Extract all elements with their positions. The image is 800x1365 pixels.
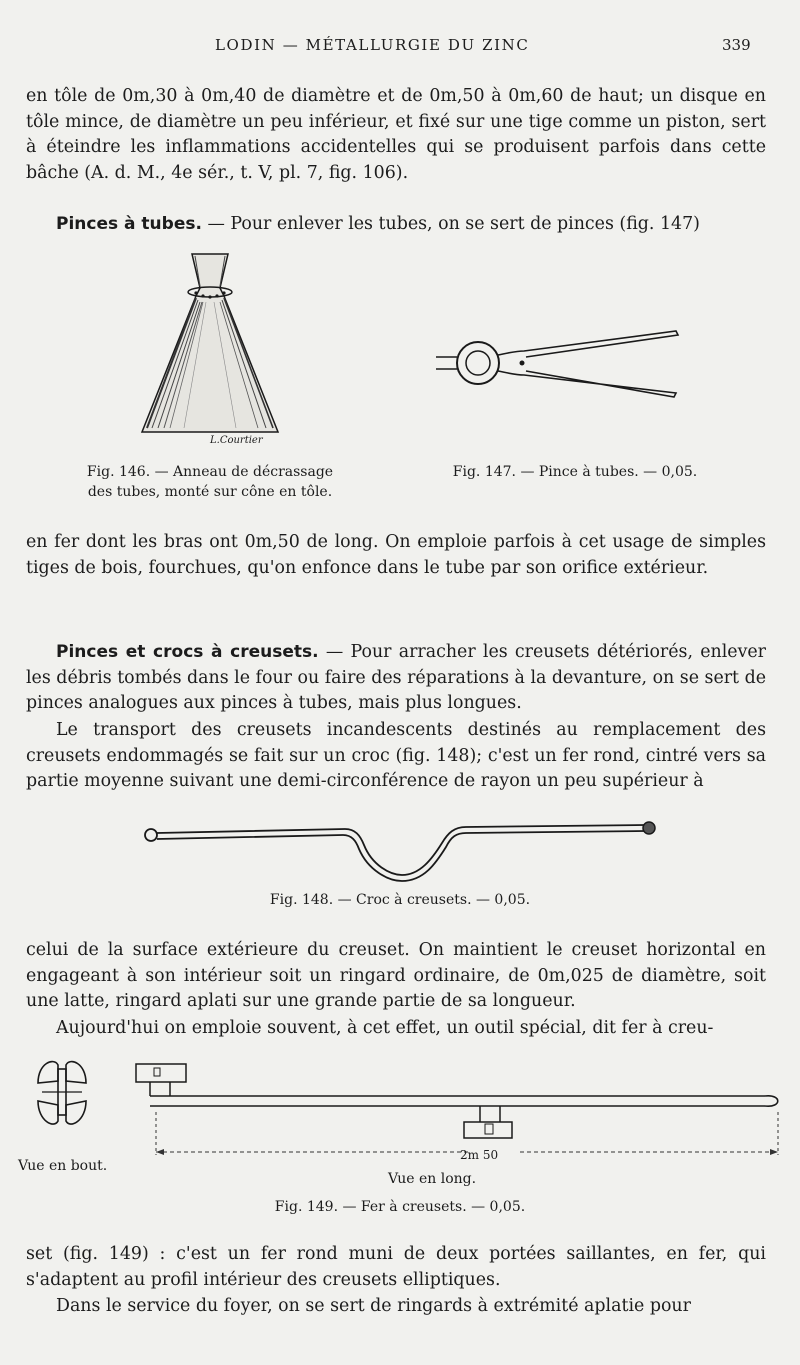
- figure-146-caption: [60, 462, 360, 502]
- paragraph-3: Le transport des creusets incandescents destinés au remplacement des creusets endommagés se fait sur un croc (fig. 148); c'est un fer rond, cintré vers sa partie moyenne suivant une demi-circonférence de rayon un peu supérieur à: [26, 720, 766, 792]
- long-view-label: Vue en long.: [388, 1171, 477, 1187]
- running-title: LODIN — MÉTALLURGIE DU ZINC: [215, 36, 530, 54]
- section-heading-pinces-a-tubes: Pinces à tubes.: [56, 214, 202, 234]
- section-pinces-a-tubes: [26, 212, 766, 238]
- figure-146-signature: [210, 428, 290, 446]
- section-heading-pinces-et-crocs: Pinces et crocs à creusets.: [56, 642, 319, 662]
- dimension-label: 2m 50: [460, 1148, 499, 1162]
- page-number: 339: [722, 36, 751, 54]
- paragraph-5: Aujourd'hui on emploie souvent, à cet effet, un outil spécial, dit fer à creu-: [56, 1018, 714, 1038]
- figure-149-long-view-label: [388, 1168, 508, 1188]
- figure-147-illustration: [430, 325, 685, 405]
- end-view-label: Vue en bout.: [18, 1158, 108, 1174]
- paragraph-6: set (fig. 149) : c'est un fer rond muni de deux portées saillantes, en fer, qui s'adaptent au profil intérieur des creusets elliptiques.: [26, 1244, 766, 1290]
- figure-146-illustration: [140, 252, 280, 442]
- paragraph-4: celui de la surface extérieure du creuset. On maintient le creuset horizontal en engageant à son intérieur soit un ringard ordinaire, de 0m,025 de diamètre, soit une latte, ringard aplati sur une grande partie de sa longueur.: [26, 940, 766, 1012]
- paragraph-1: en tôle de 0m,30 à 0m,40 de diamètre et de 0m,50 à 0m,60 de haut; un disque en tôle mince, de diamètre un peu inférieur, et fixé sur une tige comme un piston, sert à éteindre les inflammations accidentelles qui se produisent parfois dans cette bâche (A. d. M., 4e sér., t. V, pl. 7, fig. 106).: [26, 86, 766, 183]
- section-pinces-et-crocs: [26, 640, 766, 717]
- figure-149-end-view-label: [18, 1155, 118, 1175]
- running-head: [0, 36, 800, 60]
- figure-148-illustration: [140, 815, 660, 885]
- section-text-pinces-a-tubes: — Pour enlever les tubes, on se sert de pinces (fig. 147): [201, 214, 700, 234]
- paragraph-7: Dans le service du foyer, on se sert de ringards à extrémité aplatie pour: [56, 1296, 691, 1316]
- paragraph-2: en fer dont les bras ont 0m,50 de long. On emploie parfois à cet usage de simples tiges de bois, fourchues, qu'on enfonce dans le tube par son orifice extérieur.: [26, 532, 766, 578]
- figure-147-caption: Fig. 147. — Pince à tubes. — 0,05.: [452, 464, 698, 480]
- section-text-pinces-et-crocs: — Pour arracher les creusets détériorés, enlever les débris tombés dans le four ou faire des réparations à la devanture, on se sert de pinces analogues aux pinces à tubes, mais plus longues.: [26, 642, 766, 714]
- figure-149-caption: Fig. 149. — Fer à creusets. — 0,05.: [274, 1199, 526, 1215]
- figure-148-caption: Fig. 148. — Croc à creusets. — 0,05.: [269, 892, 531, 908]
- figure-149-end-view: [34, 1055, 94, 1135]
- figure-149-dimension: [460, 1144, 520, 1160]
- figure-146-caption-line2: des tubes, monté sur cône en tôle.: [87, 484, 333, 500]
- figure-146-caption-line1: Fig. 146. — Anneau de décrassage: [86, 464, 334, 480]
- engraver-signature: L.Courtier: [210, 435, 263, 446]
